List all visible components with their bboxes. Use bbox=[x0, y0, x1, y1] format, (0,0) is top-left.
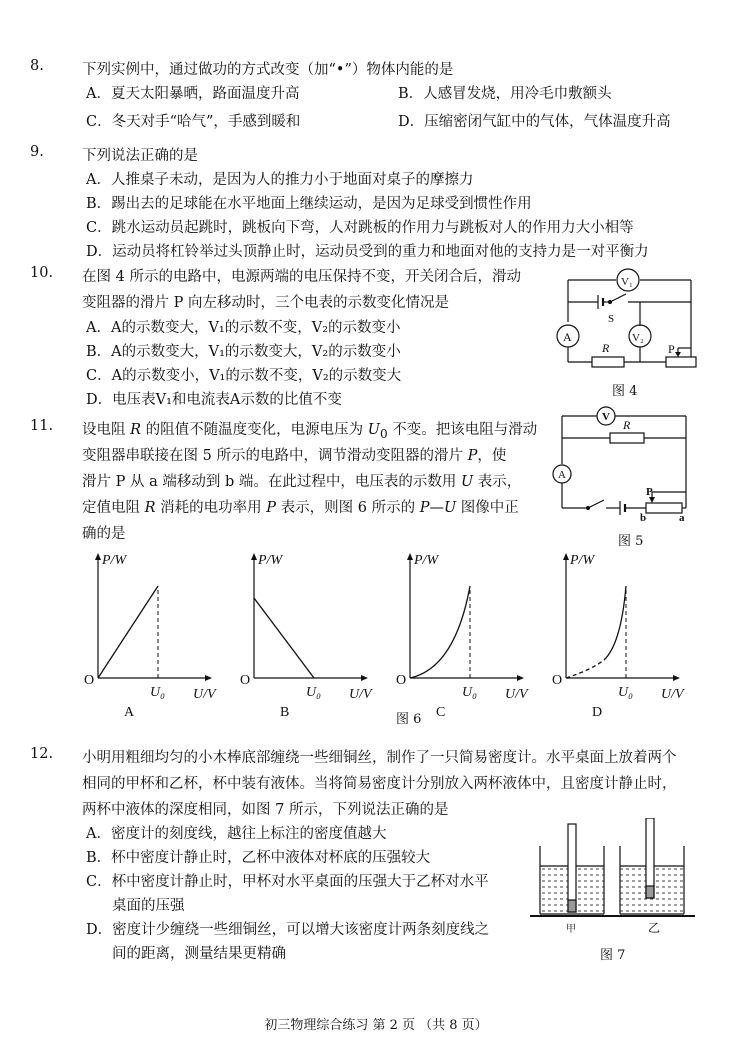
curve-parabola bbox=[410, 586, 470, 678]
figure-4-caption: 图 4 bbox=[612, 384, 638, 399]
x-axis-label: U/V bbox=[661, 687, 684, 702]
pu-graph-b bbox=[236, 548, 384, 718]
q11-line2: 变阻器串联接在图 5 所示的电路中，调节滑动变阻器的滑片 P，使 bbox=[82, 448, 507, 464]
q10-number: 10. bbox=[30, 265, 54, 281]
curve-dashed bbox=[566, 660, 604, 678]
q8-option-b: B．人感冒发烧，用冷毛巾敷额头 bbox=[398, 86, 612, 102]
origin-label: O bbox=[84, 673, 95, 688]
cup-yi-label: 乙 bbox=[648, 921, 661, 935]
q10-line1: 在图 4 所示的电路中，电源两端的电压保持不变，开关闭合后，滑动 bbox=[82, 269, 521, 285]
y-axis-arrow bbox=[563, 553, 569, 560]
y-axis-label: P/W bbox=[414, 553, 439, 568]
x-axis-arrow bbox=[205, 675, 212, 681]
curve-line bbox=[254, 598, 314, 678]
q12-number: 12. bbox=[30, 746, 54, 762]
q9-option-d: D．运动员将杠铃举过头顶静止时，运动员受到的重力和地面对他的支持力是一对平衡力 bbox=[86, 244, 649, 260]
q9-option-b: B．踢出去的足球能在水平地面上继续运动，是因为足球受到惯性作用 bbox=[86, 196, 532, 212]
graph-option-label: C bbox=[436, 705, 446, 718]
q12-option-b: B．杯中密度计静止时，乙杯中液体对杯底的压强较大 bbox=[86, 850, 431, 866]
origin-label: O bbox=[240, 673, 251, 688]
fig4-slider-label: P bbox=[668, 342, 675, 356]
figure-5-circuit bbox=[548, 402, 698, 522]
graph-option-label: A bbox=[124, 705, 135, 718]
graph-option-label: B bbox=[280, 705, 290, 718]
figure-7-cups bbox=[530, 818, 700, 936]
pu-graph-c bbox=[392, 548, 540, 718]
x-axis-arrow bbox=[517, 675, 524, 681]
fig5-a-label: a bbox=[679, 512, 685, 522]
q11-line3: 滑片 P 从 a 端移动到 b 端。在此过程中，电压表的示数用 U 表示， bbox=[82, 474, 522, 490]
x-axis-arrow bbox=[361, 675, 368, 681]
fig5-b-label: b bbox=[640, 512, 647, 522]
figure-4-circuit bbox=[548, 262, 708, 372]
q12-option-c-line1: C．杯中密度计静止时，甲杯对水平桌面的压强大于乙杯对水平 bbox=[86, 874, 489, 890]
curve-solid bbox=[604, 586, 626, 660]
figure-7-caption: 图 7 bbox=[600, 948, 626, 963]
y-axis-label: P/W bbox=[102, 553, 127, 568]
y-axis-label: P/W bbox=[570, 553, 595, 568]
q8-option-c: C．冬天对手“哈气”，手感到暖和 bbox=[86, 114, 301, 130]
q8-option-a: A．夏天太阳暴晒，路面温度升高 bbox=[86, 86, 300, 102]
q11-number: 11. bbox=[30, 418, 54, 434]
q10-line2: 变阻器的滑片 P 向左移动时，三个电表的示数变化情况是 bbox=[82, 295, 449, 311]
pu-graph-d bbox=[548, 548, 696, 718]
fig5-voltmeter-label: V bbox=[602, 411, 610, 423]
q9-stem: 下列说法正确的是 bbox=[82, 148, 198, 164]
q9-option-c: C．跳水运动员起跳时，跳板向下弯，人对跳板的作用力与跳板对人的作用力大小相等 bbox=[86, 220, 634, 236]
y-axis-arrow bbox=[251, 553, 257, 560]
figure-5-caption: 图 5 bbox=[618, 534, 644, 549]
x-axis-arrow bbox=[673, 675, 680, 681]
cup-jia-label: 甲 bbox=[566, 924, 576, 935]
page-footer: 初三物理综合练习 第 2 页 （共 8 页） bbox=[264, 1018, 488, 1033]
q10-option-c: C．A的示数变小，V₁的示数不变，V₂的示数变大 bbox=[86, 368, 402, 384]
y-axis-arrow bbox=[95, 553, 101, 560]
fig4-ammeter-label: A bbox=[563, 330, 572, 344]
q9-number: 9. bbox=[30, 144, 44, 160]
curve-line bbox=[98, 586, 158, 678]
fig4-switch-label: S bbox=[608, 313, 615, 325]
fig5-resistor-label: R bbox=[623, 418, 631, 432]
q10-option-b: B．A的示数变大，V₁的示数变大，V₂的示数变小 bbox=[86, 344, 401, 360]
q12-option-d-line2: 间的距离，测量结果更精确 bbox=[112, 946, 286, 962]
q8-stem: 下列实例中，通过做功的方式改变（加“•”）物体内能的是 bbox=[82, 62, 454, 78]
origin-label: O bbox=[396, 673, 407, 688]
q12-option-d-line1: D．密度计少缠绕一些细铜丝，可以增大该密度计两条刻度线之 bbox=[86, 922, 490, 938]
fig4-v1-label: V₁ bbox=[621, 276, 633, 288]
q12-line2: 相同的甲杯和乙杯，杯中装有液体。当将简易密度计分别放入两杯液体中，且密度计静止时， bbox=[82, 776, 677, 792]
fig5-ammeter-label: A bbox=[558, 469, 566, 481]
q11-line1: 设电阻 R 的阻值不随温度变化，电源电压为 $U_0$ 不变。把该电阻与滑动 bbox=[82, 422, 538, 441]
q10-option-a: A．A的示数变大，V₁的示数不变，V₂的示数变小 bbox=[86, 320, 401, 336]
q9-option-a: A．人推桌子未动，是因为人的推力小于地面对桌子的摩擦力 bbox=[86, 172, 474, 188]
q8-number: 8. bbox=[30, 58, 44, 74]
u0-tick-label: U₀ bbox=[618, 685, 633, 700]
q12-line3: 两杯中液体的深度相同，如图 7 所示，下列说法正确的是 bbox=[82, 802, 449, 818]
fig4-resistor-label: R bbox=[602, 341, 610, 355]
u0-tick-label: U₀ bbox=[150, 685, 165, 700]
q8-option-d: D．压缩密闭气缸中的气体，气体温度升高 bbox=[398, 114, 671, 130]
q12-option-a: A．密度计的刻度线，越往上标注的密度值越大 bbox=[86, 826, 387, 842]
q12-option-c-line2: 桌面的压强 bbox=[112, 898, 185, 914]
y-axis-arrow bbox=[407, 553, 413, 560]
q10-option-d: D．电压表V₁和电流表A示数的比值不变 bbox=[86, 392, 342, 408]
figure-6-caption: 图 6 bbox=[396, 712, 422, 727]
q12-line1: 小明用粗细均匀的小木棒底部缠绕一些细铜丝，制作了一只简易密度计。水平桌面上放着两个 bbox=[82, 750, 677, 766]
q11-line5: 确的是 bbox=[82, 526, 126, 542]
figure-6-graphs bbox=[80, 548, 700, 718]
fig5-slider-label: P bbox=[646, 486, 653, 498]
x-axis-label: U/V bbox=[193, 687, 216, 702]
q11-line4: 定值电阻 R 消耗的电功率用 P 表示，则图 6 所示的 P—U 图像中正 bbox=[82, 500, 519, 516]
u0-tick-label: U₀ bbox=[462, 685, 477, 700]
pu-graph-a bbox=[80, 548, 228, 718]
graph-option-label: D bbox=[592, 705, 603, 718]
fig4-v2-label: V₂ bbox=[632, 332, 644, 344]
x-axis-label: U/V bbox=[505, 687, 528, 702]
x-axis-label: U/V bbox=[349, 687, 372, 702]
u0-tick-label: U₀ bbox=[306, 685, 321, 700]
origin-label: O bbox=[552, 673, 563, 688]
y-axis-label: P/W bbox=[258, 553, 283, 568]
